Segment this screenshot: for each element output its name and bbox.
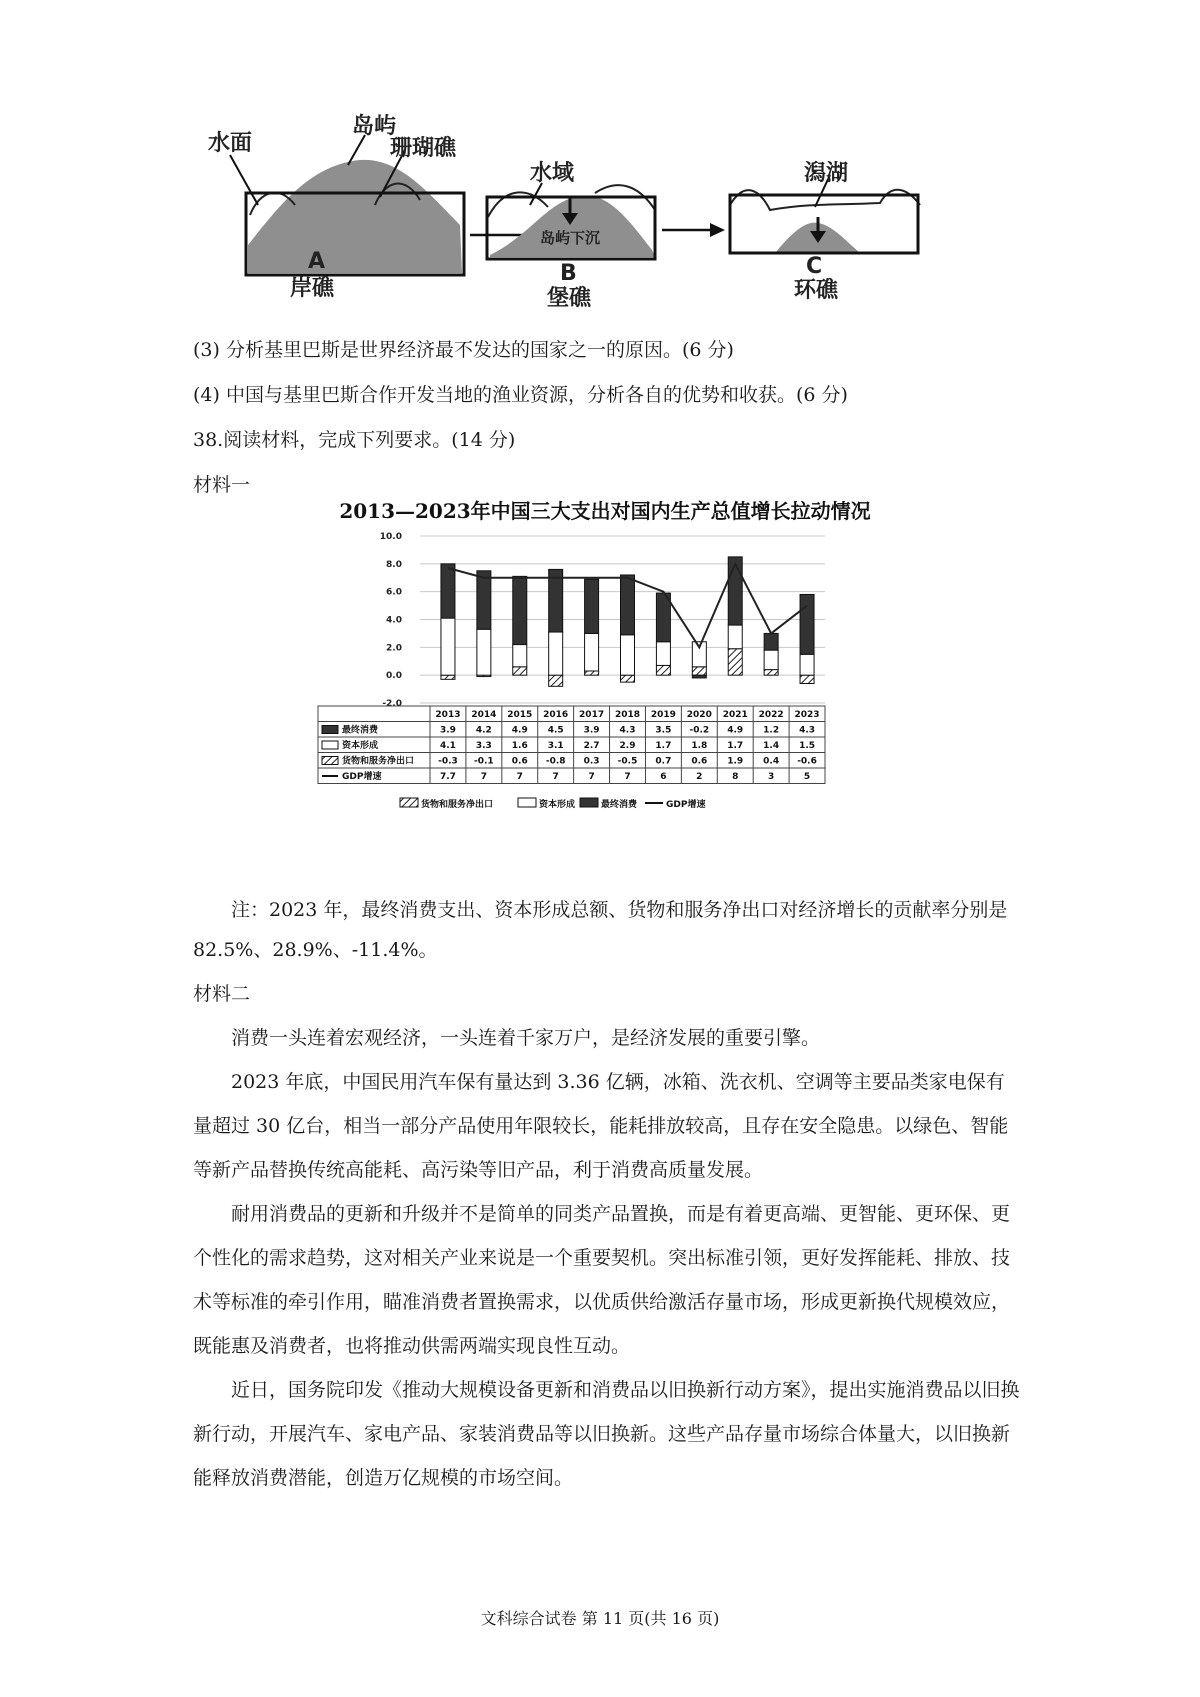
panel-letter-a: A <box>308 249 326 274</box>
table-cell-value: 3.9 <box>439 725 456 736</box>
table-cell-value: 4.9 <box>511 725 528 736</box>
bar-final-consumption <box>728 557 742 625</box>
table-cell-value: 0.4 <box>763 756 780 767</box>
label-water-area: 水域 <box>530 161 575 186</box>
table-frame <box>318 706 825 784</box>
table-cell-value: 4.1 <box>439 741 456 751</box>
table-row-icon <box>322 757 338 765</box>
bar-final-consumption <box>800 594 814 654</box>
material-two-body <box>193 1016 1023 1500</box>
table-row-label: 最终消费 <box>342 725 379 736</box>
panel-a-fringing-reef <box>208 113 464 301</box>
table-row-label: 资本形成 <box>342 741 379 751</box>
y-tick-label: 4.0 <box>386 615 402 626</box>
table-cell-value: 7 <box>516 772 523 782</box>
chart-y-axis <box>380 532 402 709</box>
bar-final-consumption <box>441 564 455 618</box>
legend-label: 最终消费 <box>601 800 638 810</box>
bar-final-consumption <box>585 579 599 633</box>
bar-capital-formation <box>800 654 814 675</box>
y-tick-label: -2.0 <box>382 699 402 709</box>
paragraph-2: 2023 年底，中国民用汽车保有量达到 3.36 亿辆，冰箱、洗衣机、空调等主要品类家电保有量超过 30 亿台，相当一部分产品使用年限较长，能耗排放较高，且存在安全隐患。以绿色、智能等新产品替换传统高能耗、高污染等旧产品，利于消费高质量发展。 <box>193 1071 1009 1181</box>
table-cell-value: 1.8 <box>691 741 708 751</box>
panel-c-atoll <box>730 160 920 303</box>
table-cell-value: 3.3 <box>475 741 492 751</box>
table-cell-value: 2.7 <box>583 741 600 751</box>
table-cell-value: 1.4 <box>763 741 780 751</box>
table-year-header: 2015 <box>507 710 533 720</box>
page-footer: 文科综合试卷 第 11 页(共 16 页) <box>480 1609 720 1628</box>
bar-capital-formation <box>441 618 455 675</box>
table-cell-value: 0.6 <box>511 756 528 767</box>
table-cell-value: 1.7 <box>727 741 744 751</box>
bar-final-consumption <box>692 675 706 678</box>
bar-net-export <box>728 649 742 675</box>
bar-capital-formation <box>728 625 742 649</box>
table-cell-value: -0.2 <box>689 725 710 736</box>
panel-name-a: 岸礁 <box>290 276 335 301</box>
y-tick-label: 6.0 <box>386 587 402 598</box>
chart-note: 注：2023 年，最终消费支出、资本形成总额、货物和服务净出口对经济增长的贡献率分别是 82.5%、28.9%、-11.4%。 <box>193 899 1008 961</box>
table-year-header: 2014 <box>471 710 497 720</box>
material-two-label: 材料二 <box>193 983 251 1005</box>
bar-final-consumption <box>477 571 491 629</box>
chart-data-table <box>318 706 825 784</box>
table-cell-value: 7 <box>552 772 559 782</box>
table-year-header: 2023 <box>794 710 820 720</box>
table-cell-value: 2 <box>696 772 703 782</box>
bar-capital-formation <box>549 632 563 675</box>
bar-net-export <box>656 665 670 675</box>
paragraph-3: 耐用消费品的更新和升级并不是简单的同类产品置换，而是有着更高端、更智能、更环保、更个性化的需求趋势，这对相关产业来说是一个重要契机。突出标准引领，更好发挥能耗、排放、技术等标准的牵引作用，瞄准消费者置换需求，以优质供给激活存量市场，形成更新换代规模效应，既能惠及消费者，也将推动供需两端实现良性互动。 <box>193 1203 1011 1357</box>
chart-legend <box>400 798 705 810</box>
label-coral-reef: 珊瑚礁 <box>390 136 457 161</box>
table-cell-value: 7 <box>480 772 487 782</box>
y-tick-label: 10.0 <box>379 532 402 542</box>
table-year-header: 2022 <box>758 710 784 720</box>
table-cell-value: 3.9 <box>583 725 600 736</box>
panel-letter-c: C <box>806 254 823 279</box>
table-year-header: 2021 <box>722 710 748 720</box>
table-year-header: 2013 <box>435 710 461 720</box>
chart-bars <box>441 557 814 686</box>
bar-final-consumption <box>549 569 563 632</box>
bar-capital-formation <box>621 635 635 675</box>
question-4: (4) 中国与基里巴斯合作开发当地的渔业资源，分析各自的优势和收获。(6 分) <box>193 384 848 406</box>
material-one-label: 材料一 <box>193 474 251 496</box>
bar-net-export <box>549 675 563 686</box>
table-cell-value: 0.6 <box>691 756 708 767</box>
table-cell-value: 3 <box>768 772 775 782</box>
table-cell-value: 6 <box>660 772 667 782</box>
bar-net-export <box>800 675 814 683</box>
table-year-header: 2020 <box>686 710 712 720</box>
table-cell-value: 4.3 <box>619 725 636 736</box>
table-cell-value: 0.3 <box>583 756 600 767</box>
bar-final-consumption <box>621 575 635 635</box>
table-cell-value: 1.9 <box>727 756 744 767</box>
label-island: 岛屿 <box>352 114 397 139</box>
bar-net-export <box>441 675 455 679</box>
reef-formation-diagram <box>200 105 1020 325</box>
table-cell-value: 4.9 <box>727 725 744 736</box>
bar-final-consumption <box>513 576 527 644</box>
table-cell-value: 7 <box>624 772 631 782</box>
table-cell-value: 4.2 <box>475 725 492 736</box>
bar-capital-formation <box>585 633 599 671</box>
legend-swatch <box>400 798 418 807</box>
label-island-sinking: 岛屿下沉 <box>540 229 601 247</box>
table-cell-value: 8 <box>732 772 739 782</box>
bar-capital-formation <box>656 642 670 666</box>
table-cell-value: 7 <box>588 772 595 782</box>
question-38: 38.阅读材料，完成下列要求。(14 分) <box>193 429 516 451</box>
table-cell-value: 5 <box>803 772 811 782</box>
table-cell-value: -0.8 <box>545 756 566 767</box>
bar-net-export <box>585 671 599 675</box>
legend-label: GDP增速 <box>666 800 706 810</box>
table-year-header: 2017 <box>579 710 605 720</box>
chart-title: 2013—2023年中国三大支出对国内生产总值增长拉动情况 <box>339 499 871 523</box>
panel-name-c: 环礁 <box>794 278 839 303</box>
legend-swatch <box>518 798 536 807</box>
arrow-b-to-c <box>662 223 725 237</box>
table-cell-value: 7.7 <box>439 772 456 782</box>
bar-net-export <box>764 670 778 676</box>
table-row-icon <box>322 741 338 749</box>
table-cell-value: 3.5 <box>655 725 672 736</box>
table-cell-value: 4.3 <box>799 725 816 736</box>
table-row-icon <box>322 726 338 734</box>
table-cell-value: 0.7 <box>655 756 672 767</box>
y-tick-label: 0.0 <box>386 671 402 682</box>
paragraph-4: 近日，国务院印发《推动大规模设备更新和消费品以旧换新行动方案》，提出实施消费品以旧换新行动，开展汽车、家电产品、家装消费品等以旧换新。这些产品存量市场综合体量大，以旧换新能释放消费潜能，创造万亿规模的市场空间。 <box>193 1379 1020 1489</box>
bar-capital-formation <box>764 650 778 669</box>
paragraph-1: 消费一头连着宏观经济，一头连着千家万户，是经济发展的重要引擎。 <box>231 1027 821 1049</box>
panel-letter-b: B <box>560 261 577 286</box>
legend-label: 货物和服务净出口 <box>421 800 494 810</box>
table-cell-value: 1.6 <box>511 741 528 751</box>
table-row-label: 货物和服务净出口 <box>342 756 415 767</box>
y-tick-label: 8.0 <box>386 559 402 570</box>
bar-net-export <box>513 667 527 675</box>
bar-final-consumption <box>764 633 778 650</box>
table-cell-value: 4.5 <box>547 725 564 736</box>
bar-net-export <box>692 667 706 675</box>
table-cell-value: -0.6 <box>797 756 817 767</box>
table-cell-value: 3.1 <box>547 741 564 751</box>
table-cell-value: 1.7 <box>655 741 672 751</box>
table-year-header: 2018 <box>614 710 641 720</box>
table-cell-value: 2.9 <box>619 741 636 751</box>
question-3: (3) 分析基里巴斯是世界经济最不发达的国家之一的原因。(6 分) <box>193 339 734 361</box>
legend-label: 资本形成 <box>539 800 576 810</box>
table-year-header: 2019 <box>650 710 676 720</box>
label-water-surface: 水面 <box>208 131 253 156</box>
panel-name-b: 堡礁 <box>547 286 592 311</box>
table-cell-value: 1.5 <box>799 741 816 751</box>
table-cell-value: -0.1 <box>474 756 494 767</box>
bar-net-export <box>621 675 635 682</box>
table-year-header: 2016 <box>543 710 569 720</box>
y-tick-label: 2.0 <box>386 643 402 654</box>
table-row-label: GDP增速 <box>342 772 382 782</box>
label-lagoon: 潟湖 <box>804 161 849 186</box>
legend-swatch <box>580 798 598 807</box>
table-cell-value: -0.5 <box>617 756 638 767</box>
table-cell-value: -0.3 <box>438 756 458 767</box>
bar-capital-formation <box>513 645 527 667</box>
gdp-contribution-chart <box>300 498 910 883</box>
bar-capital-formation <box>477 629 491 675</box>
table-cell-value: 1.2 <box>763 725 780 736</box>
